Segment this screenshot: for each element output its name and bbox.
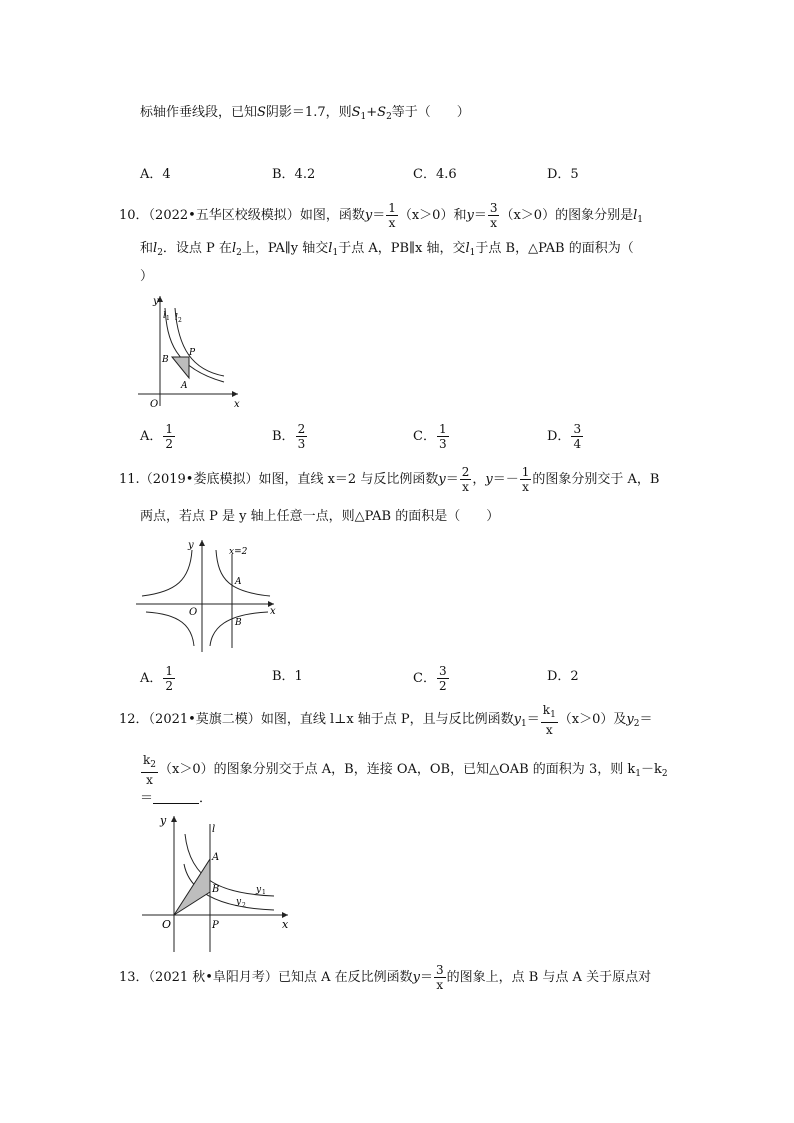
q12-f1-num-sub: 1 xyxy=(550,709,556,720)
q12-f2-num-wrap xyxy=(141,753,158,773)
q10-eq2: ＝ xyxy=(473,208,487,223)
q9-option-d[interactable]: D．5 xyxy=(547,167,579,182)
q10-fraction-1 xyxy=(386,201,398,230)
q10-line2-b: ．设点 P 在 xyxy=(162,241,232,256)
q12-eq1: ＝ xyxy=(526,712,540,727)
q10-l1-ref-sub: 1 xyxy=(332,248,339,258)
q11-number: 11. xyxy=(119,472,140,487)
q13-stem-line1 xyxy=(119,960,651,996)
q10-l2-sub: 2 xyxy=(157,248,163,258)
q11-option-c[interactable] xyxy=(413,664,450,693)
q10-l2-ref: l xyxy=(231,241,237,256)
q11-text-b: 的图象分别交于 A，B xyxy=(532,472,660,487)
q9-option-b[interactable]: B．4.2 xyxy=(272,167,316,182)
q12-stem-line3 xyxy=(140,790,212,808)
q10-source: （2022•五华区校级模拟） xyxy=(148,208,300,223)
q12-f2-num-sub: 2 xyxy=(150,759,157,770)
q11-label-y: y xyxy=(188,540,194,551)
q13-eq: ＝ xyxy=(419,970,433,985)
q12-period: ． xyxy=(199,791,213,806)
q10-option-b[interactable] xyxy=(272,422,308,451)
q11-fraction-1 xyxy=(460,465,472,494)
q10-f2-den: x xyxy=(490,216,498,230)
q11-option-a-frac xyxy=(163,664,175,693)
q9-text-c: 等于（ ） xyxy=(391,105,470,120)
q11-y-arrow xyxy=(199,540,205,546)
q11-f2-den: x xyxy=(522,480,529,494)
q12-fraction-2 xyxy=(141,753,158,787)
q12-f2-num: k xyxy=(143,752,151,767)
q12-number: 12． xyxy=(119,712,149,727)
q10-label-l1-sub: 1 xyxy=(166,315,170,322)
q11-label-a: A xyxy=(235,577,242,587)
q10-label-l2-sub: 2 xyxy=(178,317,182,324)
q12-y2-sub: 2 xyxy=(633,719,640,729)
q9-s2: S xyxy=(377,105,387,120)
q11-label-b: B xyxy=(235,618,242,628)
q10-option-a-num: 1 xyxy=(165,422,174,436)
q10-label-l2: l xyxy=(175,313,178,323)
q11-option-a-num: 1 xyxy=(165,664,174,678)
q10-option-c-den: 3 xyxy=(438,437,447,451)
q10-y1: y xyxy=(364,208,373,223)
q9-s1: S xyxy=(351,105,361,120)
q10-x-arrow xyxy=(232,391,238,397)
q11-f1-num: 2 xyxy=(461,465,470,479)
q11-fraction-2 xyxy=(520,465,532,494)
q11-option-a-prefix: A． xyxy=(140,671,163,686)
q10-option-a-den: 2 xyxy=(165,437,174,451)
q10-label-b: B xyxy=(162,355,169,365)
q10-l2: l xyxy=(153,241,158,256)
q12-minus-k: －k xyxy=(640,762,662,777)
q10-line2-c: 上，PA∥y 轴交 xyxy=(241,241,329,256)
q10-l1-ref2: l xyxy=(465,241,470,256)
q12-f1-num: k xyxy=(542,702,551,717)
q12-stem-line1 xyxy=(119,702,653,742)
q11-stem-line1 xyxy=(119,462,659,498)
q12-label-y1-sub: 1 xyxy=(262,889,266,896)
q12-line2-text: （x＞0）的图象分别交于点 A，B，连接 OA，OB，已知△OAB 的面积为 3，则 k xyxy=(159,762,636,777)
q10-l1-sub: 1 xyxy=(637,215,643,225)
q11-comma: ， xyxy=(472,472,486,487)
q10-option-b-prefix: B． xyxy=(272,429,295,444)
q10-triangle-pab xyxy=(172,357,189,378)
q10-option-d-num: 3 xyxy=(573,422,582,436)
q12-answer-blank[interactable] xyxy=(153,791,199,804)
q12-cond1: （x＞0）及 xyxy=(558,712,627,727)
q12-label-l: l xyxy=(212,824,216,835)
q11-label-line: x=2 xyxy=(229,547,248,557)
q12-label-b: B xyxy=(212,884,220,895)
q9-plus: + xyxy=(366,105,378,120)
q13-f-den: x xyxy=(436,978,444,992)
q11-text: 如图，直线 x＝2 与反比例函数 xyxy=(258,472,439,487)
q10-figure xyxy=(134,290,244,410)
q10-option-b-den: 3 xyxy=(297,437,306,451)
q12-f1-num-wrap xyxy=(541,703,558,723)
q10-option-c-frac xyxy=(437,422,449,451)
q11-curve-q2 xyxy=(142,550,192,596)
q10-l1-ref2-sub: 1 xyxy=(469,248,476,258)
q12-label-y2-sub: 2 xyxy=(242,902,246,909)
q10-option-c[interactable] xyxy=(413,422,450,451)
q12-triangle-oab xyxy=(174,859,210,915)
q11-label-x: x xyxy=(270,606,276,617)
q11-eq2: ＝－ xyxy=(492,472,519,487)
q10-y2: y xyxy=(466,208,474,223)
q10-cond1: （x＞0）和 xyxy=(398,208,467,223)
q11-option-a[interactable] xyxy=(140,664,176,693)
q13-text: 已知点 A 在反比例函数 xyxy=(277,970,413,985)
q13-number: 13． xyxy=(119,970,149,985)
q12-k2-sub: 2 xyxy=(661,769,668,779)
q9-option-c[interactable]: C．4.6 xyxy=(413,167,457,182)
q12-label-x: x xyxy=(282,918,289,931)
q12-text: 如图，直线 l⊥x 轴于点 P，且与反比例函数 xyxy=(260,712,514,727)
q12-fraction-1 xyxy=(541,703,558,737)
q10-label-a: A xyxy=(181,381,188,391)
q10-line2-d: 于点 A，PB∥x 轴，交 xyxy=(338,241,466,256)
q10-line2-e: 于点 B，△PAB 的面积为（ xyxy=(475,241,634,256)
q10-option-b-num: 2 xyxy=(297,422,306,436)
q11-f1-den: x xyxy=(462,480,469,494)
q10-line2-a: 和 xyxy=(140,241,154,256)
q12-source: （2021•莫旗二模） xyxy=(148,712,261,727)
q11-option-a-den: 2 xyxy=(165,679,174,693)
q11-y1: y xyxy=(438,472,446,487)
q10-stem-line3: ） xyxy=(140,269,154,284)
q11-figure xyxy=(134,536,284,654)
q11-option-c-frac xyxy=(437,664,449,693)
q10-l2-ref-sub: 2 xyxy=(236,248,242,258)
q10-option-a-frac xyxy=(163,422,175,451)
q11-eq1: ＝ xyxy=(445,472,459,487)
q10-text: 如图，函数 xyxy=(299,208,365,223)
q10-l1-ref: l xyxy=(328,241,333,256)
q10-number: 10． xyxy=(119,208,149,223)
q10-label-l1: l xyxy=(163,311,166,321)
q11-y2: y xyxy=(485,472,493,487)
q10-option-d-frac xyxy=(571,422,583,451)
q10-f1-num: 1 xyxy=(388,201,396,215)
q12-y2: y xyxy=(626,712,634,727)
q12-label-p: P xyxy=(212,920,219,931)
q13-y: y xyxy=(412,970,420,985)
q10-label-y: y xyxy=(153,296,159,307)
q10-option-a-prefix: A． xyxy=(140,429,163,444)
q12-label-y1: y xyxy=(256,885,262,895)
q12-f2-den: x xyxy=(146,772,153,787)
q10-fraction-2 xyxy=(488,201,500,230)
q13-source: （2021 秋•阜阳月考） xyxy=(148,970,278,985)
q10-eq1: ＝ xyxy=(372,208,386,223)
q13-text-b: 的图象上，点 B 与点 A 关于原点对 xyxy=(446,970,652,985)
q12-equals: ＝ xyxy=(140,791,154,806)
q10-option-a[interactable] xyxy=(140,422,176,451)
q11-stem-line2: 两点，若点 P 是 y 轴上任意一点，则△PAB 的面积是（ ） xyxy=(140,509,500,524)
q12-stem-line2 xyxy=(140,752,668,792)
q10-stem-line2 xyxy=(140,240,634,262)
q11-f2-num: 1 xyxy=(521,465,530,479)
q12-label-o: O xyxy=(162,918,172,931)
q10-option-c-num: 1 xyxy=(438,422,447,436)
q11-option-c-prefix: C． xyxy=(413,671,436,686)
q9-s1-sub: 1 xyxy=(360,112,367,122)
q9-text: 标轴作垂线段，已知 xyxy=(140,105,258,120)
q12-f1-den: x xyxy=(545,722,553,737)
q12-eq2: ＝ xyxy=(639,712,653,727)
q10-label-o: O xyxy=(150,399,159,410)
q11-label-o: O xyxy=(189,607,198,618)
q10-f1-den: x xyxy=(388,216,396,230)
q11-curve-q3 xyxy=(146,612,194,646)
q9-s2-sub: 2 xyxy=(386,112,392,122)
q9-stem xyxy=(140,104,470,126)
q10-stem-line1 xyxy=(119,198,643,238)
q11-option-c-num: 3 xyxy=(438,664,447,678)
q10-option-d[interactable] xyxy=(547,422,584,451)
q10-cond2: （x＞0）的图象分别是 xyxy=(500,208,634,223)
q10-label-x: x xyxy=(234,399,240,410)
q12-label-a: A xyxy=(212,852,220,863)
q10-option-d-prefix: D． xyxy=(547,429,571,444)
q10-f2-num: 3 xyxy=(489,201,498,215)
q9-text-b: 阴影＝1.7，则 xyxy=(265,105,352,120)
q11-option-b[interactable]: B．1 xyxy=(272,669,303,684)
q9-s: S xyxy=(257,105,266,120)
q12-y1-sub: 1 xyxy=(521,719,527,729)
q10-l1: l xyxy=(633,208,638,223)
q12-k1-sub: 1 xyxy=(635,769,641,779)
q12-y-arrow xyxy=(171,816,177,822)
q10-curve-l1 xyxy=(165,308,224,382)
q9-option-a[interactable]: A．4 xyxy=(140,167,171,182)
q10-label-p: P xyxy=(189,348,196,358)
q13-f-num: 3 xyxy=(435,963,444,977)
q10-option-b-frac xyxy=(296,422,308,451)
q12-label-y: y xyxy=(160,814,167,827)
q13-fraction xyxy=(434,963,446,992)
q11-option-d[interactable]: D．2 xyxy=(547,669,579,684)
q10-option-d-den: 4 xyxy=(573,437,582,451)
q12-y1: y xyxy=(513,712,522,727)
q10-option-c-prefix: C． xyxy=(413,429,436,444)
q11-option-c-den: 2 xyxy=(438,679,447,693)
q12-figure xyxy=(138,812,298,962)
q11-source: （2019•娄底模拟） xyxy=(139,472,259,487)
q12-label-y2: y xyxy=(236,897,242,907)
